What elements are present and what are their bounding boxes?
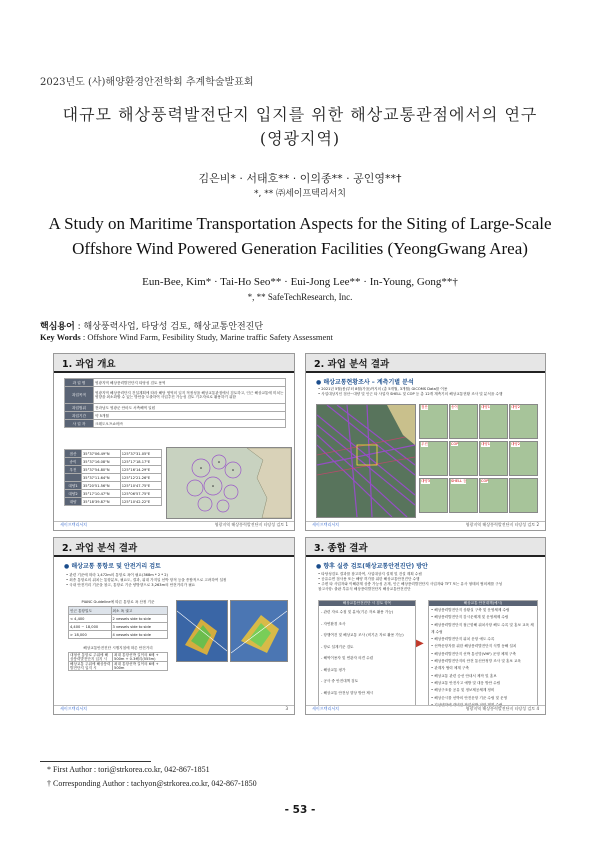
- table-row: [69, 607, 168, 615]
- bullet-item: • 2021년 5월(봄)부터 8월(가을)까지의 (총 5개월, 3개월) GICOMS Data를 이용: [318, 387, 448, 391]
- list-item-text: 해상풍력발전단지 위치 운항 예도 수록: [434, 637, 495, 642]
- slide-subtitle: ● 향후 실증 검토(해상교통안전진단) 방안: [316, 563, 428, 570]
- list-item: - 자연환경 조사: [321, 621, 346, 626]
- table-cell: 3 vessels side to side: [111, 623, 167, 631]
- list-item-text: 항로 설계기준 검토: [323, 644, 354, 649]
- korean-title-line1: 대규모 해상풍력발전단지 입지를 위한 해상교통관점에서의 연구: [62, 105, 538, 124]
- slide-page-number: 2: [536, 522, 539, 527]
- table-cell: 우진: [65, 466, 82, 474]
- footer-right: [466, 706, 539, 712]
- list-item-text: 기상변화에 대비한 작업선박 피항 계획 수립: [434, 702, 503, 707]
- gauge-thumbnail: [419, 478, 448, 513]
- bullet-text: 공유수면 점사용 또는 해양 허가를 위한 해상교통안전진단 수행: [321, 577, 420, 581]
- table-row: [65, 420, 286, 428]
- table-cell: 최대 통항선박 길이의 6배 + 500m + 0.3해리(555m): [113, 653, 168, 662]
- footnote-divider: [40, 761, 151, 762]
- footer-right-text: 영광지역 해상풍력발전단지 타당성 검토: [465, 706, 536, 711]
- thumb-label: COP: [481, 479, 489, 483]
- list-item-text: 해상순시를 선박의 안전운항 기준 수립 및 운영: [434, 695, 508, 700]
- list-item: - 공사 중 안전대책 검토: [321, 679, 359, 683]
- thumb-label: 대양1: [481, 405, 490, 409]
- bullet-text: 주변 타 사업자와 이해관계 상충 가능성 존재, 인근 해상풍력발전단지 사업자와 TFT 또는 유사 형태의 협의체를 구성: [321, 582, 503, 586]
- table-row: [65, 498, 162, 506]
- table-row: [65, 474, 162, 482]
- pianc-table: [68, 606, 168, 639]
- list-item-text: 해상교통 안전사고 예방 및 대응 방안 수립: [434, 680, 501, 685]
- table-cell: 35°37'16.08"N: [82, 458, 121, 466]
- table-cell: < 4,400: [69, 615, 112, 623]
- table-cell: 최소 폭 권고: [111, 607, 167, 615]
- table-cell: 2 vessels side to side: [111, 615, 167, 623]
- slide-subtitle: ● 해상교통현황조사 – 계측기별 분석: [316, 379, 414, 386]
- table-row: [69, 662, 168, 671]
- coordinate-table: [64, 449, 162, 506]
- korean-authors: 김은비* · 서태호** · 이의종** · 공인영**†: [198, 172, 402, 185]
- table-cell: 125°17'18.17"E: [120, 458, 161, 466]
- footer-brand: 세이프텍리서치: [60, 706, 88, 711]
- page-number: - 53 -: [284, 804, 316, 816]
- thumb-label: 대양1: [481, 442, 490, 446]
- traffic-density-svg: [317, 405, 415, 517]
- list-item-text: 선박운항자를 위한 해상풍력발전단지 식별 동해 설치: [434, 644, 517, 649]
- gauge-thumbnail: [449, 478, 478, 513]
- route-map-2-svg: [231, 601, 287, 661]
- list-item-text: 관계자 협력 체계 구축: [434, 666, 469, 671]
- route-map-2: [230, 600, 288, 662]
- table-row: [65, 466, 162, 474]
- korean-title-line2: (영광지역): [259, 129, 341, 148]
- slide-subtitle: ● 해상교통 통항로 및 안전거리 검토: [64, 563, 161, 570]
- table-row: [69, 653, 168, 662]
- gauge-thumbnail: [449, 404, 478, 439]
- table-cell: > 18,000: [69, 631, 112, 639]
- table-cell: 과업목적: [65, 387, 94, 404]
- list-item-text: 해역이용자 및 연관자 의견 수렴: [323, 656, 374, 660]
- review-items-box: [318, 600, 416, 706]
- table-row: [65, 490, 162, 498]
- table-cell: 과업범위: [65, 404, 94, 412]
- bullet-item: • 사업대상지인 점산~대양 및 인근 타 사업자 SHELL 및 COP 등 총 12개 계측기의 해상교통현황 조사 및 분석을 수행: [318, 392, 503, 396]
- table-row: [65, 450, 162, 458]
- list-item: • 해상구조물 공유 및 정보제공체계 정비: [431, 688, 495, 693]
- site-map-svg: [167, 448, 291, 518]
- safety-measures-list: [429, 606, 537, 710]
- slide-title-bar: [306, 354, 545, 373]
- review-items-title: 해상교통안전진단 시 검토 항목: [319, 601, 415, 606]
- slide-footer: [54, 521, 294, 530]
- conference-header: 2023년도 (사)해양환경안전학회 추계학술발표회: [40, 77, 254, 88]
- thumb-label: 대양2: [511, 405, 520, 409]
- table-cell: 크레도오프쇼어㈜: [94, 420, 286, 428]
- bullet-item: [318, 587, 540, 592]
- bullet-text: 참고사항: 출판 부유식 해상풍력발전단지 해상교통안전진단: [318, 587, 411, 591]
- table-cell: 4 vessels side to side: [111, 631, 167, 639]
- footer-right: [466, 522, 539, 528]
- table-cell: 과 업 명: [65, 379, 94, 387]
- list-item-text: 해상교통 안전성 향상 방안 제시: [323, 690, 374, 695]
- table-row: [69, 615, 168, 623]
- slide-bullets: [318, 387, 540, 397]
- safety-measures-box: [428, 600, 538, 706]
- table-cell: 대양: [65, 498, 82, 506]
- bullet-text: 타당성검토 결과를 참고하여, 사업대상지 설계 및 건설 계획 수립: [321, 572, 422, 576]
- korean-keywords-text: : 해상풍력사업, 타당성 검토, 해상교통안전진단: [74, 322, 264, 332]
- english-title-line1: A Study on Maritime Transportation Aspects for the Siting of Large-Scale: [48, 214, 552, 233]
- table-row: [65, 482, 162, 490]
- table-cell: 사 업 자: [65, 420, 94, 428]
- slide-title: 1. 과업 개요: [62, 359, 116, 370]
- route-map-1: [176, 600, 228, 662]
- table-cell: 35°37'11.64"N: [82, 474, 121, 482]
- table-cell: 4,400 ~ 18,000: [69, 623, 112, 631]
- list-item: - 해상교통 안전성 향상 방안 제시: [321, 690, 374, 695]
- traffic-density-map: [316, 404, 416, 518]
- bullet-text: 최종 통항로의 위치는 통항분포, 필요도, 결과, 위대 가지일 선박 항적 등을 종합적으로 고려하여 설정: [69, 578, 227, 582]
- table-cell: 125°16'14.29"E: [120, 466, 161, 474]
- list-item: • 해상교통 안전사고 예방 및 대응 방안 수립: [431, 680, 501, 685]
- safety-measures-title: 해상교통 안전대책(예시): [429, 601, 537, 606]
- list-item: • 해상풍력발전단지 감시운제계 및 운영체제 수립: [431, 615, 509, 620]
- gauge-thumbnail: [509, 404, 538, 439]
- thumb-label: 우진: [421, 442, 428, 446]
- gauge-thumbnail: [419, 404, 448, 439]
- table-cell: 대형선 통항로 주위에 해상풍력발전단지 입지 시: [69, 653, 113, 662]
- overview-table: [64, 378, 286, 428]
- list-item-text: 해상풍력발전단지 감시운제계 및 운영체제 수립: [434, 615, 509, 620]
- list-item: • 관계자 협력 체계 구축: [431, 666, 469, 671]
- english-keywords: [40, 332, 333, 342]
- table-cell: 과업기간: [65, 412, 94, 420]
- table-cell: 약 5개월: [94, 412, 286, 420]
- slide-title: 3. 종합 결과: [314, 543, 368, 554]
- table-cell: 점산: [65, 450, 82, 458]
- slide-analysis-traffic: [305, 353, 546, 531]
- route-map-1-svg: [177, 601, 227, 661]
- arrow-icon: ▶: [416, 638, 424, 649]
- table-row: [65, 404, 286, 412]
- table-cell: 35°37'06.49"N: [82, 450, 121, 458]
- bullet-text: 2021년 5월(봄)부터 8월(가을)까지의 (총 5개월, 3개월) GICOMS Data를 이용: [321, 387, 448, 391]
- site-map: [166, 447, 292, 519]
- table-cell: 해상교통 주위에 해상풍력발전단지 입지 시: [69, 662, 113, 671]
- list-item-text: 공사 중 안전대책 검토: [323, 679, 359, 683]
- list-item-text: 관련 자료 수집 및 분석(기존 자료 활용 가능): [323, 610, 394, 614]
- list-item: • 해상풍력발전단지 선박 통신망(VHF) 운영 체계 구축: [431, 651, 516, 656]
- slide-subtitle-text: 향후 실증 검토(해상교통안전진단) 방안: [323, 563, 428, 570]
- footnote-first-author: * First Author : tori@strkorea.co.kr, 042-867-1851: [47, 765, 210, 774]
- list-item-text: 해상풍력발전단지의 안전 통신안정망 조사 및 홍보 교육: [434, 659, 521, 664]
- gauge-thumbnail: [449, 441, 478, 476]
- table-row: [65, 412, 286, 420]
- table-cell: 35°37'54.80"N: [82, 466, 121, 474]
- review-items-list: [319, 606, 415, 700]
- footer-right: [285, 706, 288, 711]
- bullet-item: • 공유수면 점사용 또는 해양 허가를 위한 해상교통안전진단 수행: [318, 577, 420, 581]
- english-keywords-label: Key Words: [40, 332, 81, 342]
- slide-page-number: 4: [536, 706, 539, 711]
- slide-title-bar: [54, 354, 294, 373]
- bullet-text: 국내 안전거리 기준을 참고, 통항로 기준 양방향으로 3,263m의 안전거리가 필요: [69, 583, 196, 587]
- list-item: - 항행여건 및 해상교통 조사 (비기존 자료 활용 가능): [321, 633, 404, 637]
- table-row: [65, 379, 286, 387]
- list-item: - 해역이용자 및 연관자 의견 수렴: [321, 656, 374, 660]
- list-item: • 해상순시를 선박의 안전운항 기준 수립 및 운영: [431, 695, 508, 700]
- slide-title: 2. 과업 분석 결과: [62, 543, 138, 554]
- thumb-label: 대양3: [421, 479, 430, 483]
- gauge-thumbnail: [509, 478, 538, 513]
- table-cell: 35°17'10.47"N: [82, 490, 121, 498]
- slide-page-number: 3: [285, 706, 288, 711]
- slide-overview: [53, 353, 295, 531]
- table-row: [65, 458, 162, 466]
- gauge-thumbnail: [479, 404, 508, 439]
- footer-right-text: 영광지역 해상풍력발전단지 타당성 검토: [465, 522, 536, 527]
- list-item-text: 해상구조물 공유 및 정보제공체계 정비: [434, 688, 495, 693]
- footer-brand: 세이프텍리서치: [60, 522, 88, 527]
- table-cell: 35°20'51.56"N: [82, 482, 121, 490]
- bullet-item: • 관련 기준에 따라 1,472m의 통항로 폭이 필요(368m * 2 * 2): [66, 573, 168, 577]
- table-cell: 대양1: [65, 482, 82, 490]
- table-cell: 125°06'57.75"E: [120, 490, 161, 498]
- slide-summary: [305, 537, 546, 715]
- pianc-table-title: PIANC Guideline에 따른 통항로 폭 산정 기준: [81, 600, 155, 604]
- footer-brand: 세이프텍리서치: [312, 522, 340, 527]
- list-item-text: 항행여건 및 해상교통 조사 (비기존 자료 활용 가능): [323, 633, 404, 637]
- slide-analysis-route: [53, 537, 295, 715]
- table-cell: 영광지역 해상풍력단지 건설계획에 따라 해당 영역의 입지 적정성을 해상교통관점에서 검토하고, 인근 해상교통에 미치는 영향을 최소화할 수 있는 방안을 도출하여 사업추진 가능성 검토 기초자료로 활용하기 위함: [94, 387, 286, 404]
- table-cell: 125°12'21.26"E: [120, 474, 161, 482]
- english-authors: Eun-Bee, Kim* · Tai-Ho Seo** · Eui-Jong Lee** · In-Young, Gong**†: [142, 276, 458, 288]
- slide-page-number: 1: [285, 522, 288, 527]
- thumb-label: SHELL 등: [451, 479, 467, 483]
- slide-subtitle-text: 해상교통현황조사 – 계측기별 분석: [323, 379, 414, 386]
- slide-subtitle-text: 해상교통 통항로 및 안전거리 검토: [71, 563, 161, 570]
- slide-title: 2. 과업 분석 결과: [314, 359, 390, 370]
- list-item-text: 해상교통 관련 승선 안내서 제작 및 홍보: [434, 673, 497, 678]
- table-cell: 영광지역 해상풍력발전단지 타당성 검토 용역: [94, 379, 286, 387]
- bullet-item: • 최종 통항로의 위치는 통항분포, 필요도, 결과, 위대 가지일 선박 항적 등을 종합적으로 고려하여 설정: [66, 578, 227, 582]
- slide-footer: [54, 705, 294, 714]
- slide-footer: [306, 521, 545, 530]
- list-item-text: 해상풍력발전단지 선박 통신망(VHF) 운영 체계 구축: [434, 651, 516, 656]
- table-cell: 최대 통항선박 길이의 6배 + 500m: [113, 662, 168, 671]
- korean-keywords: [40, 319, 263, 332]
- gauge-thumbnail: [479, 441, 508, 476]
- korean-affiliation: *, ** ㈜세이프텍리서치: [254, 189, 346, 199]
- table-cell: 125°10'47.75"E: [120, 482, 161, 490]
- safety-distance-table: [68, 652, 168, 671]
- thumb-label: 송이: [451, 405, 458, 409]
- list-item: • 선박운항자를 위한 해상풍력발전단지 식별 동해 설치: [431, 644, 517, 649]
- footer-right: [215, 522, 288, 528]
- footer-brand: 세이프텍리서치: [312, 706, 340, 711]
- english-keywords-text: : Offshore Wind Farm, Fesibility Study, Marine traffic Safety Assessment: [80, 332, 333, 342]
- list-item: - 해상교통 평가: [321, 667, 346, 672]
- table-row: [69, 631, 168, 639]
- korean-keywords-label: 핵심용어: [40, 322, 75, 332]
- list-item: • 해상풍력발전단지의 안전 통신안정망 조사 및 홍보 교육: [431, 659, 521, 664]
- bullet-item: • 국내 안전거리 기준을 참고, 통항로 기준 양방향으로 3,263m의 안전거리가 필요: [66, 583, 196, 587]
- list-item: • 해상풍력발전단지 접근항해 위치사항 해도 수록 및 홍보 교육 체계 수립: [431, 622, 534, 634]
- slide-bullets: [66, 573, 290, 588]
- list-item-text: 해상풍력발전단지 상황실 구축 및 운영체제 수립: [434, 608, 510, 612]
- gauge-thumbnail: [479, 478, 508, 513]
- list-item-text: 자연환경 조사: [323, 621, 346, 626]
- bullet-item: • 주변 타 사업자와 이해관계 상충 가능성 존재, 인근 해상풍력발전단지 사업자와 TFT 또는 유사 형태의 협의체를 구성: [318, 582, 503, 586]
- safety-table-title: 해상교통안전진단 시행지침에 따른 안전거리: [83, 646, 153, 650]
- list-item-text: 해상풍력발전단지 접근항해 위치사항 해도 수록 및 홍보 교육 체계 수립: [431, 622, 534, 634]
- table-cell: 대양2: [65, 490, 82, 498]
- table-row: [69, 623, 168, 631]
- slide-title-bar: [54, 538, 294, 557]
- table-cell: 125°37'31.05"E: [120, 450, 161, 458]
- list-item: • 기상변화에 대비한 작업선박 피항 계획 수립: [431, 702, 503, 707]
- list-item: - 항로 설계기준 검토: [321, 644, 354, 649]
- list-item: • 해상풍력발전단지 상황실 구축 및 운영체제 수립: [431, 608, 510, 612]
- list-item: • 해상교통 관련 승선 안내서 제작 및 홍보: [431, 673, 497, 678]
- table-cell: 125°10'42.22"E: [120, 498, 161, 506]
- table-cell: 인근 통항밀도: [69, 607, 112, 615]
- bullet-item: • 타당성검토 결과를 참고하여, 사업대상지 설계 및 건설 계획 수립: [318, 572, 422, 576]
- gauge-thumbnail: [509, 441, 538, 476]
- bullet-text: 사업대상지인 점산~대양 및 인근 타 사업자 SHELL 및 COP 등 총 12개 계측기의 해상교통현황 조사 및 분석을 수행: [321, 392, 503, 396]
- slide-bullets: [318, 572, 540, 592]
- table-row: [65, 387, 286, 404]
- list-item: • 해상풍력발전단지 위치 운항 예도 수록: [431, 637, 495, 642]
- list-item: - 관련 자료 수집 및 분석(기존 자료 활용 가능): [321, 610, 394, 614]
- footer-right-text: 영광지역 해상풍력발전단지 타당성 검토: [214, 522, 285, 527]
- table-cell: 전라남도 영광군 안마도 서측해역 일원: [94, 404, 286, 412]
- thumb-label: 점산: [421, 405, 428, 409]
- english-title-line2: Offshore Wind Powered Generation Facilities (YeongGwang Area): [72, 239, 528, 258]
- bullet-text: 관련 기준에 따라 1,472m의 통항로 폭이 필요(368m * 2 * 2): [69, 573, 168, 577]
- slide-title-bar: [306, 538, 545, 557]
- list-item-text: 해상교통 평가: [323, 667, 346, 672]
- table-cell: 35°18'39.87"N: [82, 498, 121, 506]
- footnote-corresponding-author: † Corresponding Author : tachyon@strkorea.co.kr, 042-867-1850: [47, 779, 257, 788]
- gauge-thumbnail: [419, 441, 448, 476]
- table-cell: 송이: [65, 458, 82, 466]
- thumb-label: 대양2: [511, 442, 520, 446]
- english-affiliation: *, ** SafeTechResearch, Inc.: [247, 292, 353, 302]
- table-cell: [65, 474, 82, 482]
- thumb-label: COP: [451, 442, 459, 446]
